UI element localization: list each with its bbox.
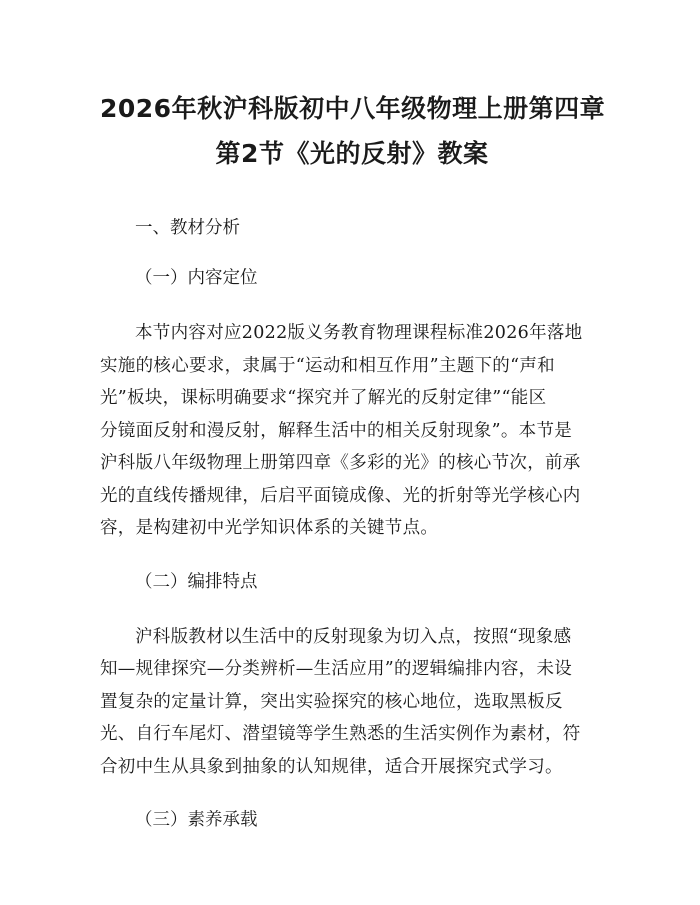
title-line-2: 第2节《光的反射》教案 xyxy=(215,139,489,168)
title-line-1: 2026年秋沪科版初中八年级物理上册第四章 xyxy=(100,94,606,123)
section-heading-1: 一、教材分析 xyxy=(135,218,240,238)
paragraph-line: 沪科版教材以生活中的反射现象为切入点，按照“现象感 xyxy=(135,626,572,647)
subsection-heading-3: （三）素养承载 xyxy=(135,810,258,830)
paragraph-line: 光、自行车尾灯、潜望镜等学生熟悉的生活实例作为素材，符 xyxy=(100,724,581,744)
paragraph-line: 光”板块，课标明确要求“探究并了解光的反射定律”“能区 xyxy=(100,388,547,408)
paragraph-line: 本节内容对应2022版义务教育物理课程标准2026年落地 xyxy=(135,323,583,343)
subsection-heading-1: （一）内容定位 xyxy=(135,268,258,288)
paragraph-line: 沪科版八年级物理上册第四章《多彩的光》的核心节次，前承 xyxy=(100,453,581,473)
paragraph-content-positioning xyxy=(100,317,604,545)
paragraph-line: 合初中生从具象到抽象的认知规律，适合开展探究式学习。 xyxy=(100,756,563,777)
document-title xyxy=(100,86,604,176)
paragraph-line: 光的直线传播规律，后启平面镜成像、光的折射等光学核心内 xyxy=(100,485,581,506)
paragraph-layout-features xyxy=(100,621,604,784)
paragraph-line: 分镜面反射和漫反射，解释生活中的相关反射现象”。本节是 xyxy=(100,420,573,441)
paragraph-line: 置复杂的定量计算，突出实验探究的核心地位，选取黑板反 xyxy=(100,691,563,712)
paragraph-line: 知—规律探究—分类辨析—生活应用”的逻辑编排内容，未设 xyxy=(100,659,573,679)
paragraph-line: 实施的核心要求，隶属于“运动和相互作用”主题下的“声和 xyxy=(100,355,555,376)
subsection-heading-2: （二）编排特点 xyxy=(135,571,258,592)
paragraph-line: 容，是构建初中光学知识体系的关键节点。 xyxy=(100,518,439,538)
